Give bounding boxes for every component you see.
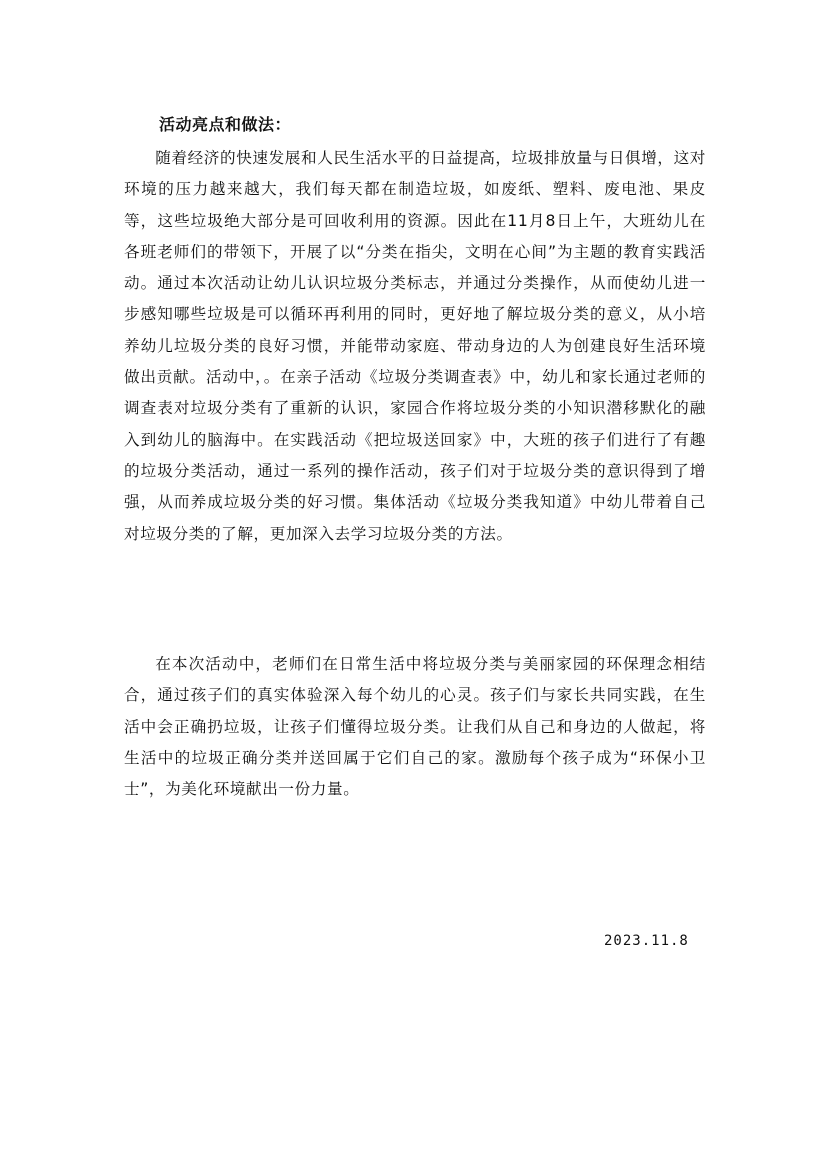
paragraph-activity-summary: 在本次活动中，老师们在日常生活中将垃圾分类与美丽家园的环保理念相结合，通过孩子们的真实体验深入每个幼儿的心灵。孩子们与家长共同实践，在生活中会正确扔垃圾，让孩子们懂得垃圾分类。让我们从自己和身边的人做起，将生活中的垃圾正确分类并送回属于它们自己的家。激励每个孩子成为“环保小卫士”，为美化环境献出一份力量。	[124, 655, 706, 799]
document-date: 2023.11.8	[604, 933, 689, 949]
section-heading: 活动亮点和做法：	[159, 115, 292, 134]
paragraph-activity-description: 随着经济的快速发展和人民生活水平的日益提高，垃圾排放量与日俱增，这对环境的压力越来越大，我们每天都在制造垃圾，如废纸、塑料、废电池、果皮等，这些垃圾绝大部分是可回收利用的资源。因此在11月8日上午，大班幼儿在各班老师们的带领下，开展了以“分类在指尖，文明在心间”为主题的教育实践活动。通过本次活动让幼儿认识垃圾分类标志，并通过分类操作，从而使幼儿进一步感知哪些垃圾是可以循环再利用的同时，更好地了解垃圾分类的意义，从小培养幼儿垃圾分类的良好习惯，并能带动家庭、带动身边的人为创建良好生活环境做出贡献。活动中，。在亲子活动《垃圾分类调查表》中，幼儿和家长通过老师的调查表对垃圾分类有了重新的认识，家园合作将垃圾分类的小知识潜移默化的融入到幼儿的脑海中。在实践活动《把垃圾送回家》中，大班的孩子们进行了有趣的垃圾分类活动，通过一系列的操作活动，孩子们对于垃圾分类的意识得到了增强，从而养成垃圾分类的好习惯。集体活动《垃圾分类我知道》中幼儿带着自己对垃圾分类的了解，更加深入去学习垃圾分类的方法。	[124, 149, 706, 543]
